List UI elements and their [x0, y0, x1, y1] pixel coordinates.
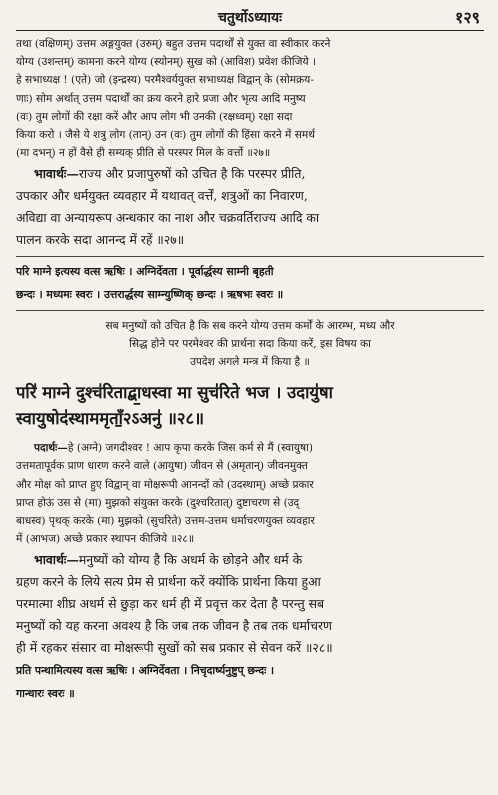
- text-line: परमात्मा शीघ्र अधर्म से छुड़ा कर धर्म ही में प्रवृत्त कर देता है परन्तु सब: [16, 596, 325, 612]
- padartha-label: पदार्थः—: [34, 442, 68, 455]
- text-line: (मा दभन्) न हों वैसे ही सम्यक् प्रीति से परस्पर मिल के वर्त्तो ॥२७॥: [16, 147, 271, 160]
- text-line: उत्तमतापूर्वक प्राण धारण करने वाले (आयुषा) जीवन से (अमृतान्) जीवनमुक्त: [16, 460, 308, 473]
- mantra-line: स्वायुषोद॑स्थाममृताँ॒२ऽअनु॑ ॥२८॥: [16, 408, 205, 429]
- text-line: और मोक्ष को प्राप्त हुए विद्वान् वा मोक्षरूपी आनन्दों को (उदस्थाम्) अच्छे प्रकार: [16, 478, 314, 491]
- rishi-devata-28: [16, 263, 484, 304]
- mantra-28: [16, 379, 484, 431]
- text-line: अविद्या वा अन्यायरूप अन्धकार का नाश और चक्रवर्तिराज्य आदि का: [16, 210, 320, 226]
- page-number: १२९: [455, 8, 480, 27]
- text-line: किया करो । जैसे ये शत्रु लोग (तान्) उन (वः) तुम लोगों की हिंसा करने में समर्थ: [16, 129, 316, 142]
- bhavartha-28: [16, 550, 484, 658]
- text-line: में (आभज) अच्छे प्रकार स्थापन कीजिये ॥२८॥: [16, 533, 195, 546]
- chapter-title: चतुर्थोऽध्यायः: [218, 10, 282, 26]
- text-line: योग्य (उशन्तम्) कामना करने योग्य (स्योनम्) सुख को (आविश) प्रवेश कीजिये ।: [16, 56, 317, 69]
- text-line: ही में रहकर संसार वा मोक्षरूपी सुखों को सब प्रकार से सेवन करें ॥२८॥: [16, 640, 333, 656]
- text-line: पदार्थः—हे (अग्ने) जगदीश्वर ! आप कृपा करके जिस कर्म से मैं (स्वायुषा): [34, 442, 314, 455]
- text-line: छन्दः । मध्यमः स्वरः । उत्तरार्द्धस्य साम्न्युष्णिक् छन्दः । ऋषभः स्वरः ॥: [16, 287, 284, 301]
- text-line: परि माग्ने इत्यस्य वत्स ऋषिः । अग्निर्देवता । पूर्वार्द्धस्य साम्नी बृहती: [16, 265, 274, 279]
- padartha-28: [16, 439, 484, 548]
- text-line: सिद्ध होने पर परमेश्वर की प्रार्थना सदा किया करें, इस विषय का: [129, 338, 371, 351]
- rishi-devata-29: [16, 662, 484, 703]
- text-line: पालन करके सदा आनन्द में रहें ॥२७॥: [16, 232, 185, 248]
- bhavartha-27: [16, 164, 484, 250]
- bhavartha-label: भावार्थः—: [34, 552, 79, 568]
- text-line: मनुष्यों को यह करना अवश्य है कि जब तक जीवन है तब तक धर्माचरण: [16, 618, 333, 634]
- text-line: (वः) तुम लोगों की रक्षा करें और आप लोग भी उनकी (रक्षध्वम्) रक्षा सदा: [16, 110, 293, 123]
- text-line: बाधस्व) पृथक् करके (मा) मुझको (सुचरिते) उत्तम-उत्तम धर्माचरणयुक्त व्यवहार: [16, 515, 315, 528]
- divider: [16, 256, 484, 257]
- introduction-note: [16, 317, 484, 371]
- padartha-continuation: [16, 35, 484, 162]
- divider: [16, 310, 484, 311]
- text-line: प्रति पन्थामित्यस्य वत्स ऋषिः । अग्निर्देवता । निचृदार्ष्यनुष्टुप् छन्दः ।: [16, 664, 275, 678]
- text-line: सब मनुष्यों को उचित है कि सब करने योग्य उत्तम कर्मों के आरम्भ, मध्य और: [105, 320, 395, 333]
- text-line: उपदेश अगले मन्त्र में किया है ॥: [190, 356, 310, 369]
- text-line: ग्रहण करने के लिये सत्य प्रेम से प्रार्थना करें क्योंकि प्रार्थना किया हुआ: [16, 574, 321, 590]
- text-line: णाः) सोम अर्थात् उत्तम पदार्थों का क्रय करने हारे प्रजा और भृत्य आदि मनुष्य: [16, 92, 306, 105]
- page-header: [16, 0, 484, 31]
- text-line: भावार्थः—मनुष्यों को योग्य है कि अधर्म के छोड़ने और धर्म के: [34, 552, 303, 568]
- text-line: हे सभाध्यक्ष ! (एते) जो (इन्द्रस्य) परमैश्वर्ययुक्त सभाध्यक्ष विद्वान् के (सोमक्रय-: [16, 74, 314, 87]
- text-line: उपकार और धर्मयुक्त व्यवहार में यथावत् वर्त्तें, शत्रुओं का निवारण,: [16, 188, 308, 204]
- mantra-line: परि॑ माग्ने दुश्च॑रिताद्बा॒धस्वा मा सुच॑रिते भज । उदायु॑षा: [16, 382, 333, 403]
- text-line: तथा (वक्षिणम्) उत्तम अङ्गयुक्त (उरुम्) बहुत उत्तम पदार्थों से युक्त वा स्वीकार करने: [16, 38, 331, 50]
- text-line: भावार्थः—राज्य और प्रजापुरुषों को उचित है कि परस्पर प्रीति,: [34, 166, 306, 182]
- bhavartha-label: भावार्थः—: [34, 166, 79, 182]
- text-line: प्राप्त होऊं उस से (मा) मुझको संयुक्त करके (दुश्चरितात्) दुष्टाचरण से (उद्: [16, 496, 300, 509]
- text-line: गान्धारः स्वरः ॥: [16, 686, 75, 700]
